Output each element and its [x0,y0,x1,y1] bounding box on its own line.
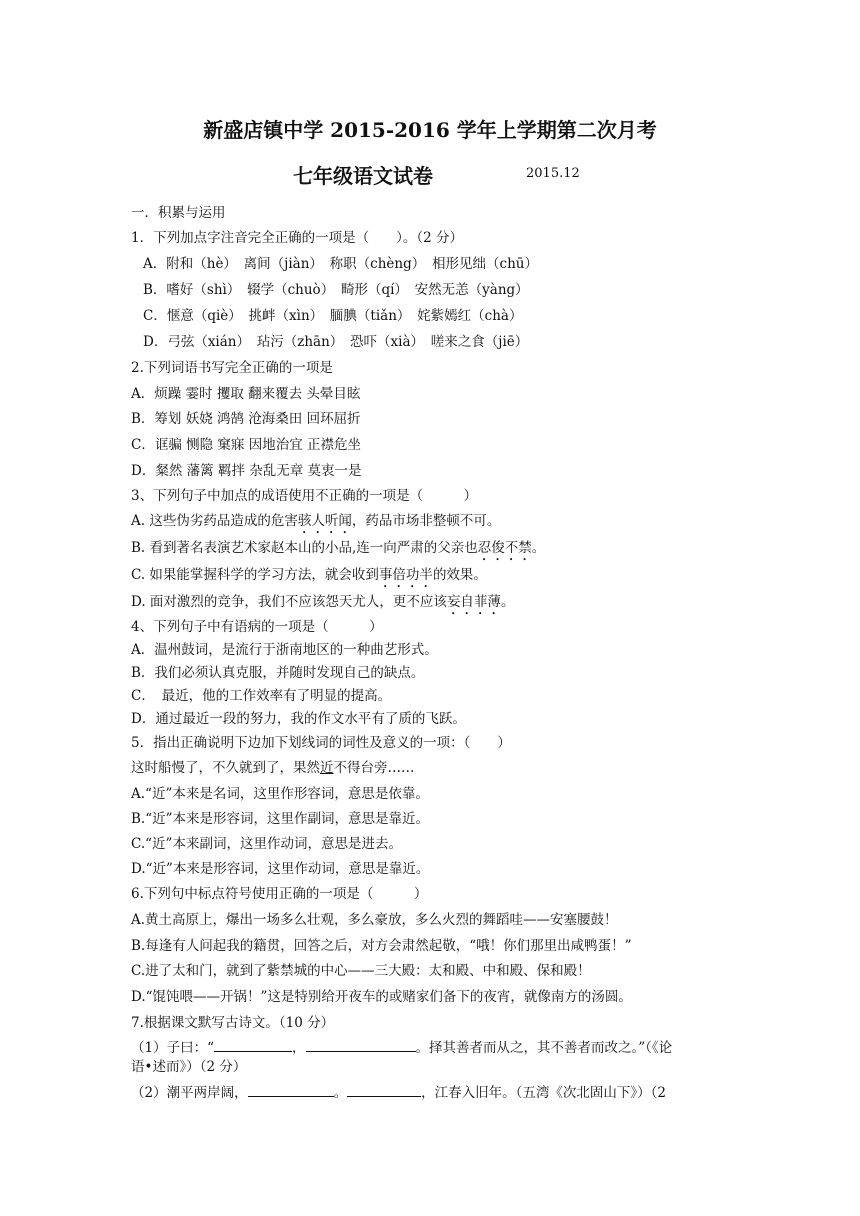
question-7-item-2 [131,1083,666,1102]
question-7-stem: 7.根据课文默写古诗文。（10 分） [131,1015,335,1031]
dotted-idiom: 妄自菲薄 [446,594,501,610]
item-text: （1）子曰：“ [131,1040,214,1056]
question-1-option-a: A．附和（hè） 离间（jiàn） 称职（chèng） 相形见绌（chū） [143,256,538,272]
dotted-idiom: 忍俊不禁 [477,540,532,556]
question-6-option-a: A.黄土高原上，爆出一场多么壮观，多么豪放，多么火烈的舞蹈哇——安塞腰鼓！ [131,912,618,928]
question-2-option-d: D．粲然 藩篱 羁拌 杂乱无章 莫衷一是 [131,463,362,479]
question-5-option-a: A.“近”本来是名词，这里作形容词，意思是依靠。 [131,786,429,802]
underlined-word: 近 [320,760,334,776]
section-heading: 一．积累与运用 [131,205,226,221]
answer-blank[interactable] [248,1083,334,1097]
question-5-option-b: B.“近”本来是形容词，这里作副词，意思是靠近。 [131,811,430,827]
exam-date: 2015.12 [526,166,580,181]
question-7-item-1 [131,1038,672,1057]
option-text: 的效果。 [432,567,487,583]
question-6-stem: 6.下列句中标点符号使用正确的一项是（ ） [131,886,428,902]
question-5-option-c: C.“近”本来副词，这里作动词，意思是进去。 [131,836,402,852]
option-text: B. 看到著名表演艺术家赵本山的小品,连一向严肃的父亲也 [131,540,478,556]
question-7-item-1-cont: 语•述而》）（2 分） [131,1059,247,1075]
question-2-option-b: B．筹划 妖娆 鸿鹄 沧海桑田 回环屈折 [131,411,361,427]
question-4-option-c: C． 最近，他的工作效率有了明显的提高。 [131,688,392,704]
question-5-stem: 5．指出正确说明下边加下划线词的词性及意义的一项：（ ） [131,735,511,751]
dotted-idiom: 骇人听闻 [297,513,352,529]
item-text: （2）潮平两岸阔， [131,1085,248,1101]
answer-blank[interactable] [347,1083,421,1097]
question-2-option-c: C．诓骗 恻隐 窠寐 因地治宜 正襟危坐 [131,437,361,453]
item-text: 。择其善者而从之，其不善者而改之。”（《论 [415,1040,673,1056]
sentence-text: 这时船慢了，不久就到了，果然 [131,760,320,776]
answer-blank[interactable] [214,1038,292,1052]
dotted-idiom: 事倍功半 [378,567,433,583]
answer-blank[interactable] [306,1038,416,1052]
option-text: C. 如果能掌握科学的学习方法，就会收到 [131,567,379,583]
question-4-stem: 4、下列句子中有语病的一项是（ ） [131,619,383,635]
item-text: 。 [333,1085,348,1101]
question-1-option-d: D．弓弦（xián） 玷污（zhān） 恐吓（xià） 嗟来之食（jiē） [143,334,529,350]
question-5-sentence [131,759,415,777]
question-6-option-c: C.进了太和门，就到了紫禁城的中心——三大殿：太和殿、中和殿、保和殿！ [131,963,591,979]
question-6-option-b: B.每逢有人问起我的籍贯，回答之后，对方会肃然起敬，“哦！你们那里出咸鸭蛋！” [131,938,632,954]
question-6-option-d: D.“馄饨喂——开锅！”这是特别给开夜车的或赌家们备下的夜宵，就像南方的汤圆。 [131,989,632,1005]
option-text: 。 [500,594,515,610]
question-5-option-d: D.“近”本来是形容词，这里作动词，意思是靠近。 [131,861,430,877]
exam-title: 新盛店镇中学 2015-2016 学年上学期第二次月考 [203,118,657,142]
question-4-option-d: D．通过最近一段的努力，我的作文水平有了质的飞跃。 [131,711,466,727]
item-text: ，江春入旧年。（五湾《次北固山下》）（2 [421,1085,666,1101]
exam-subtitle: 七年级语文试卷 [293,164,433,188]
question-4-option-a: A．温州鼓词，是流行于浙南地区的一种曲艺形式。 [131,642,438,658]
question-1-stem: 1．下列加点字注音完全正确的一项是（ ）。（2 分） [131,230,463,246]
option-text: A. 这些伪劣药品造成的危害 [131,513,298,529]
question-3-stem: 3、下列句子中加点的成语使用不正确的一项是（ ） [131,488,478,504]
question-2-option-a: A．烦躁 霎时 攫取 翻来覆去 头晕目眩 [131,386,361,402]
question-3-option-d [131,593,514,618]
option-text: 。 [531,540,546,556]
question-1-option-b: B．嗜好（shì） 辍学（chuò） 畸形（qí） 安然无恙（yàng） [143,282,529,298]
question-3-option-c [131,566,487,591]
option-text: ，药品市场非整顿不可。 [351,513,501,529]
option-text: D. 面对激烈的竞争，我们不应该怨天尤人，更不应该 [131,594,447,610]
question-1-option-c: C．惬意（qiè） 挑衅（xìn） 腼腆（tiǎn） 姹紫嫣红（chà） [143,308,523,324]
sentence-text: 不得台旁…… [333,760,415,776]
question-2-stem: 2.下列词语书写完全正确的一项是 [131,360,333,376]
question-4-option-b: B．我们必须认真克服，并随时发现自己的缺点。 [131,665,425,681]
item-text: ， [292,1040,306,1056]
question-3-option-a [131,512,500,537]
question-3-option-b [131,539,545,564]
